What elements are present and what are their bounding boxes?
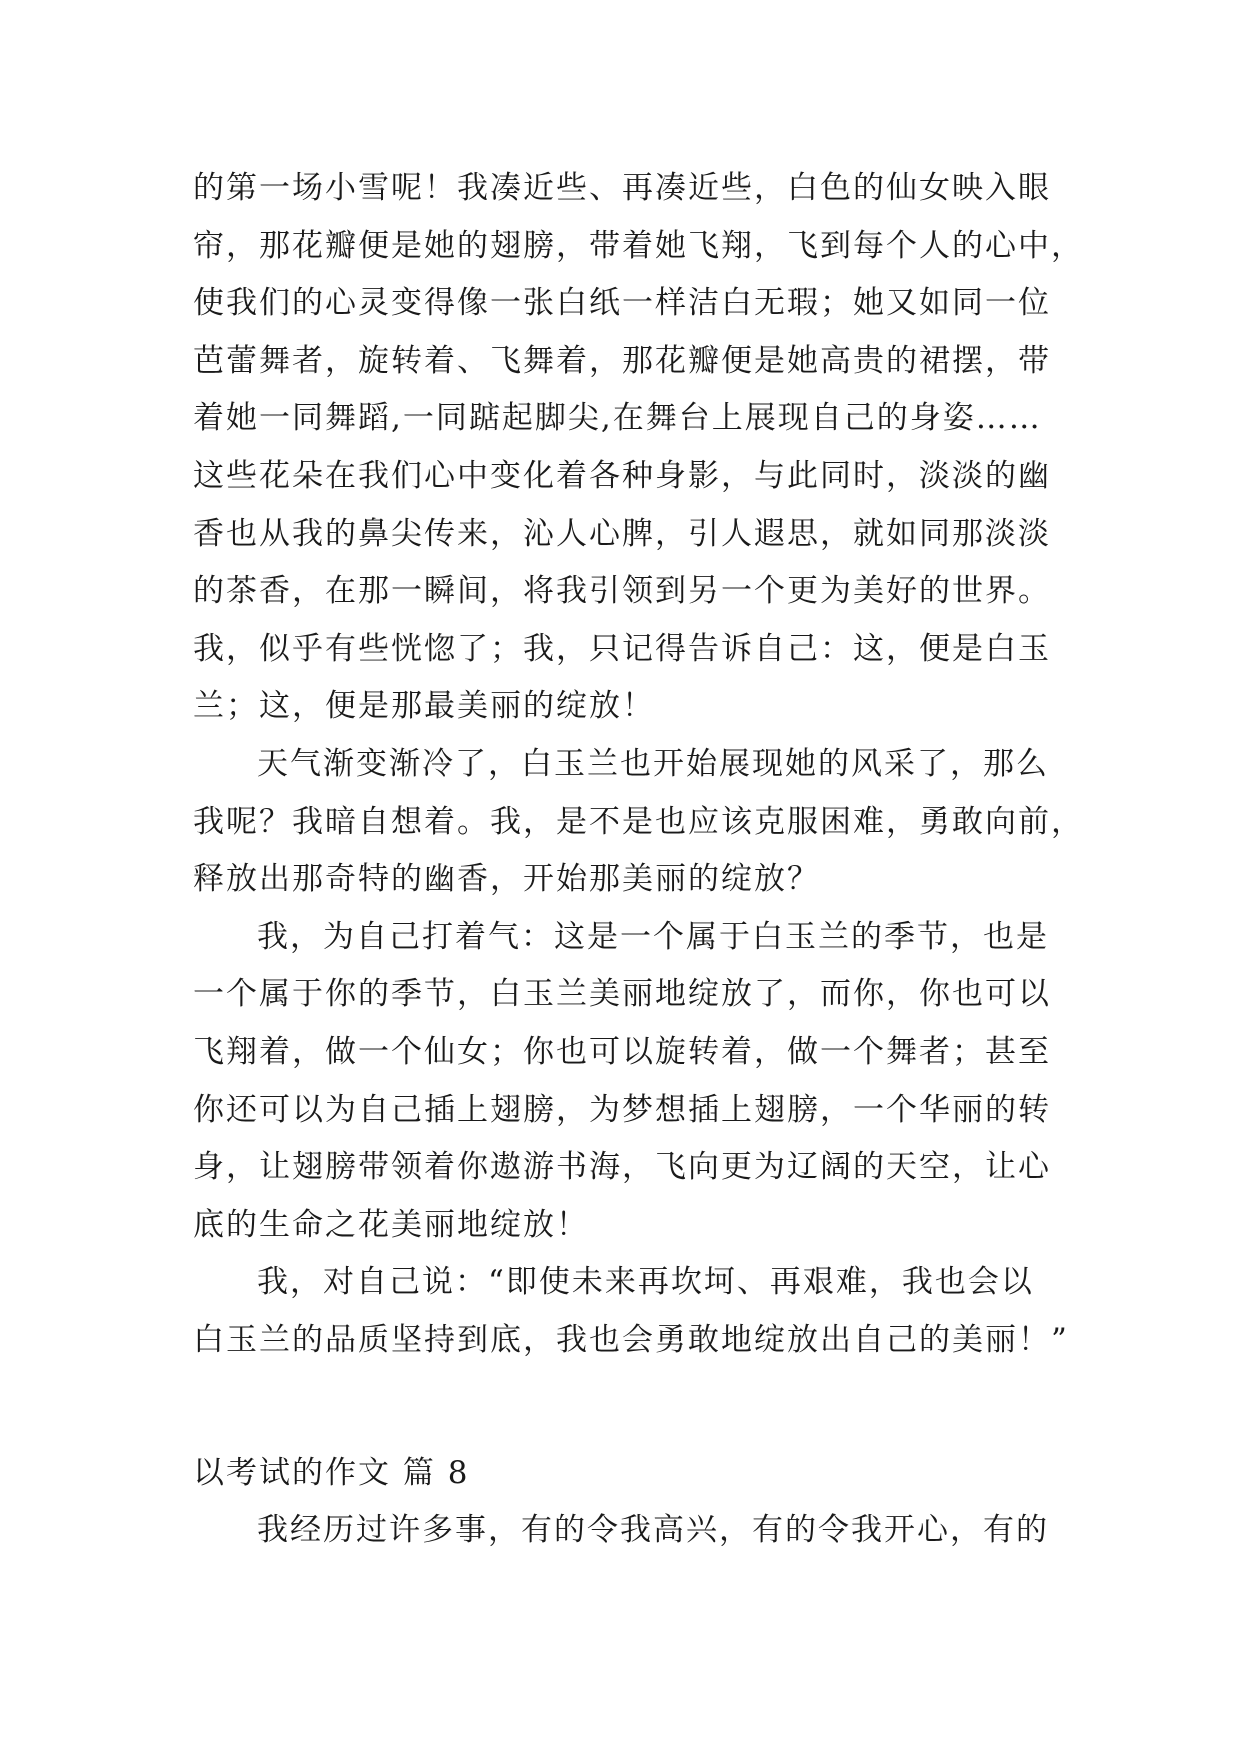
essay-body — [193, 160, 1084, 1369]
text-line: 我，似乎有些恍惚了；我，只记得告诉自己：这，便是白玉 — [193, 630, 1051, 667]
paragraph-first-line: 我，对自己说：“即使未来再坎坷、再艰难，我也会以 — [257, 1264, 1034, 1301]
text-line: 的第一场小雪呢！我凑近些、再凑近些，白色的仙女映入眼 — [193, 170, 1051, 206]
paragraph-first-line: 天气渐变渐冷了，白玉兰也开始展现她的风采了，那么 — [257, 745, 1049, 782]
text-line: 这些花朵在我们心中变化着各种身影，与此同时，淡淡的幽 — [193, 457, 1051, 494]
section-heading: 以考试的作文 篇 8 — [193, 1455, 470, 1491]
text-line: 着她一同舞蹈,一同踮起脚尖,在舞台上展现自己的身姿…… — [193, 400, 1042, 437]
text-line: 兰；这，便是那最美丽的绽放！ — [193, 688, 655, 725]
text-line: 帘，那花瓣便是她的翅膀，带着她飞翔，飞到每个人的心中， — [193, 227, 1084, 264]
text-line: 飞翔着，做一个仙女；你也可以旋转着，做一个舞者；甚至 — [193, 1033, 1051, 1070]
text-line: 芭蕾舞者，旋转着、飞舞着，那花瓣便是她高贵的裙摆，带 — [193, 342, 1051, 379]
text-line: 香也从我的鼻尖传来，沁人心脾，引人遐思，就如同那淡淡 — [193, 515, 1051, 552]
next-essay-body — [193, 1502, 1053, 1560]
paragraph-first-line: 我，为自己打着气：这是一个属于白玉兰的季节，也是 — [257, 918, 1049, 955]
paragraph-first-line: 我经历过许多事，有的令我高兴，有的令我开心，有的 — [257, 1512, 1049, 1548]
text-line: 身，让翅膀带领着你遨游书海，飞向更为辽阔的天空，让心 — [193, 1149, 1051, 1186]
text-line: 你还可以为自己插上翅膀，为梦想插上翅膀，一个华丽的转 — [193, 1091, 1051, 1128]
text-line: 的茶香，在那一瞬间，将我引领到另一个更为美好的世界。 — [193, 573, 1051, 610]
text-line: 我呢？我暗自想着。我，是不是也应该克服困难，勇敢向前， — [193, 803, 1084, 840]
text-line: 白玉兰的品质坚持到底，我也会勇敢地绽放出自己的美丽！” — [193, 1321, 1069, 1358]
text-line: 释放出那奇特的幽香，开始那美丽的绽放？ — [193, 861, 820, 898]
text-line: 使我们的心灵变得像一张白纸一样洁白无瑕；她又如同一位 — [193, 285, 1051, 322]
text-line: 一个属于你的季节，白玉兰美丽地绽放了，而你，你也可以 — [193, 976, 1051, 1013]
text-line: 底的生命之花美丽地绽放！ — [193, 1206, 589, 1243]
